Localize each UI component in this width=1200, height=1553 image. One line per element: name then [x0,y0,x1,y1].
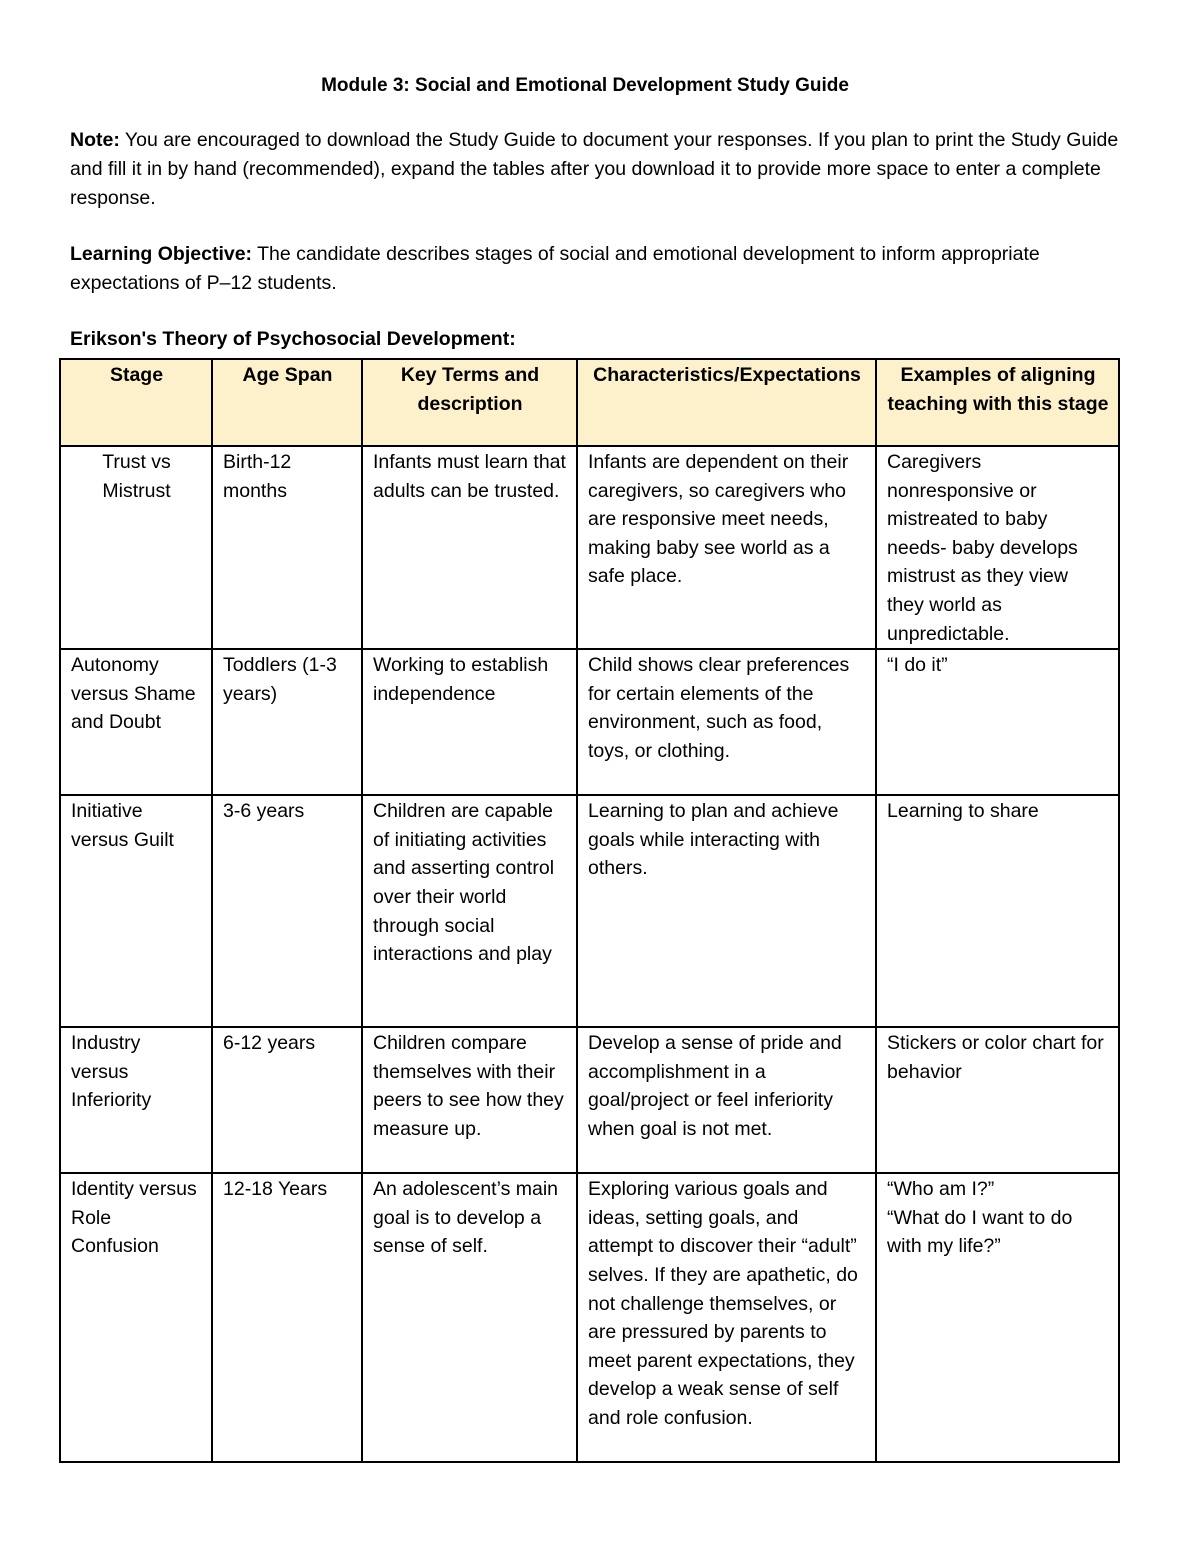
header-examples: Examples of aligning teaching with this stage [876,359,1119,446]
age-span-cell: Toddlers (1-3 years) [212,649,362,795]
erikson-stages-table [59,358,1120,1463]
age-span-cell: 3-6 years [212,795,362,1027]
document-page [70,72,1120,353]
objective-text: The candidate describes stages of social and emotional development to inform appropriate expectations of P–12 students. [70,243,1040,294]
objective-label: Learning Objective: [70,243,253,265]
key-terms-cell: Infants must learn that adults can be trusted. [362,446,577,649]
table-row [60,1173,1119,1462]
table-heading: Erikson's Theory of Psychosocial Development: [70,328,516,350]
stage-cell: Autonomy versus Shame and Doubt [60,649,212,795]
key-terms-cell: Working to establish independence [362,649,577,795]
characteristics-cell: Develop a sense of pride and accomplishment in a goal/project or feel inferiority when goal is not met. [577,1027,876,1173]
age-span-cell: 6-12 years [212,1027,362,1173]
stage-cell: Trust vs Mistrust [60,446,212,649]
examples-cell: “I do it” [876,649,1119,795]
key-terms-cell: An adolescent’s main goal is to develop a sense of self. [362,1173,577,1462]
header-age-span: Age Span [212,359,362,446]
table-header-row [60,359,1119,446]
note-text: You are encouraged to download the Study Guide to document your responses. If you plan to print the Study Guide and fill it in by hand (recommended), expand the tables after you download it to provide more space to enter a complete response. [70,129,1119,209]
stage-cell: Industry versus Inferiority [60,1027,212,1173]
age-span-cell: 12-18 Years [212,1173,362,1462]
header-characteristics: Characteristics/Expectations [577,359,876,446]
table-row [60,446,1119,649]
header-stage: Stage [60,359,212,446]
objective-paragraph [70,240,1120,298]
table-row [60,649,1119,795]
examples-line: “What do I want to do with my life?” [887,1206,1073,1258]
characteristics-cell: Infants are dependent on their caregivers, so caregivers who are responsive meet needs, making baby see world as a safe place. [577,446,876,649]
characteristics-cell: Child shows clear preferences for certain elements of the environment, such as food, toys, or clothing. [577,649,876,795]
examples-cell: Learning to share [876,795,1119,1027]
table-row [60,795,1119,1027]
examples-line: “Who am I?” [887,1178,995,1201]
key-terms-cell: Children are capable of initiating activities and asserting control over their world through social interactions and play [362,795,577,1027]
header-key-terms: Key Terms and description [362,359,577,446]
characteristics-cell: Exploring various goals and ideas, setting goals, and attempt to discover their “adult” selves. If they are apathetic, do not challenge themselves, or are pressured by parents to meet parent expectations, they develop a weak sense of self and role confusion. [577,1173,876,1462]
document-title: Module 3: Social and Emotional Development Study Guide [321,75,849,96]
stage-cell: Initiative versus Guilt [60,795,212,1027]
note-paragraph [70,126,1120,213]
examples-cell: Caregivers nonresponsive or mistreated to baby needs- baby develops mistrust as they view they world as unpredictable. [876,446,1119,649]
stage-cell: Identity versus Role Confusion [60,1173,212,1462]
table-row [60,1027,1119,1173]
examples-cell [876,1173,1119,1462]
key-terms-cell: Children compare themselves with their peers to see how they measure up. [362,1027,577,1173]
age-span-cell: Birth-12 months [212,446,362,649]
examples-cell: Stickers or color chart for behavior [876,1027,1119,1173]
characteristics-cell: Learning to plan and achieve goals while interacting with others. [577,795,876,1027]
note-label: Note: [70,129,120,151]
